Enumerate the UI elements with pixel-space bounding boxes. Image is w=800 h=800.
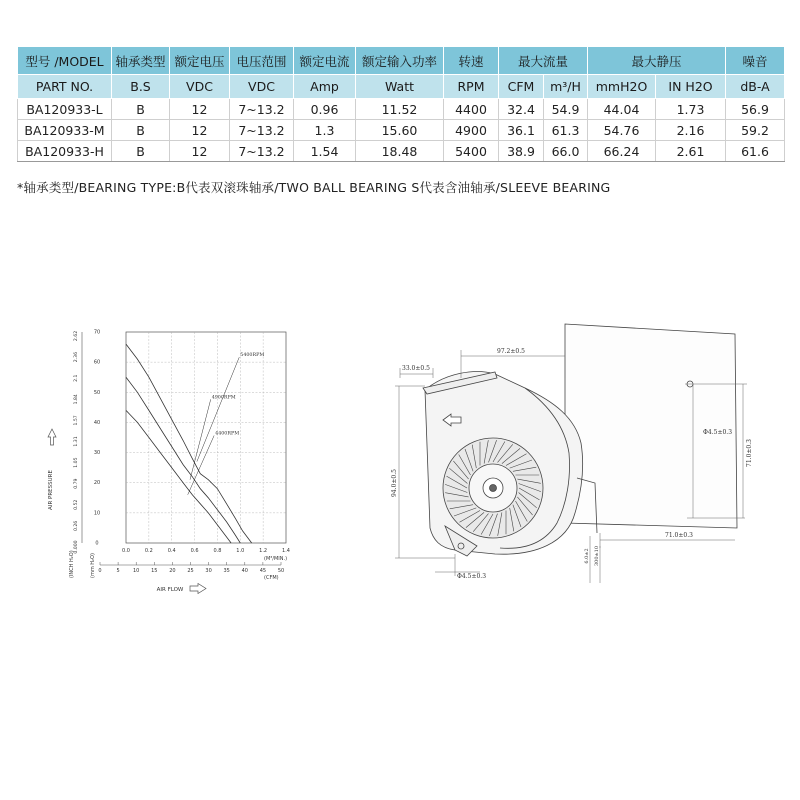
table-cell: 61.3 xyxy=(544,120,588,141)
header-cell: 额定电流 xyxy=(294,47,356,75)
header-cell: 型号 /MODEL xyxy=(18,47,112,75)
table-cell: B xyxy=(112,120,170,141)
table-cell: 12 xyxy=(170,141,230,162)
table-cell: BA120933-L xyxy=(18,99,112,120)
x-tick-m3: 1.2 xyxy=(259,548,268,554)
x-tick-m3: 0.6 xyxy=(190,548,199,554)
performance-curve-chart xyxy=(30,325,300,600)
spec-table xyxy=(17,46,785,162)
x-tick-m3: 0.2 xyxy=(144,548,153,554)
table-row xyxy=(18,141,785,162)
table-cell: 32.4 xyxy=(499,99,544,120)
dim-top-left: 33.0±0.5 xyxy=(402,365,430,372)
y-tick-inch: 2.1 xyxy=(74,374,79,382)
header-cell: 噪音 xyxy=(726,47,785,75)
impeller-shaft xyxy=(490,485,497,492)
y-tick-mm: 40 xyxy=(93,419,101,426)
plot-frame xyxy=(126,332,286,543)
x-tick-m3: 1.0 xyxy=(236,548,245,554)
y-unit-inch: (INCH H₂O) xyxy=(69,550,75,578)
header-cell: 电压范围 xyxy=(230,47,294,75)
curve-label: 4400RPM xyxy=(215,431,240,437)
table-cell: 12 xyxy=(170,99,230,120)
dim-right: 71.0±0.3 xyxy=(746,439,753,467)
table-cell: 36.1 xyxy=(499,120,544,141)
chart-curves xyxy=(126,344,264,543)
bearing-footnote: *轴承类型/BEARING TYPE:B代表双滚珠轴承/TWO BALL BEARING S代表含油轴承/SLEEVE BEARING xyxy=(17,180,611,195)
x-tick-cfm: 10 xyxy=(133,568,140,574)
dim-small-b: 300±10 xyxy=(594,545,600,567)
header-row-1 xyxy=(18,47,785,75)
header-cell: 转速 xyxy=(444,47,499,75)
subheader-cell: VDC xyxy=(230,75,294,99)
y-unit-mm: (mm H₂O) xyxy=(90,553,96,578)
curve-label-leader xyxy=(190,399,211,479)
subheader-cell: m³/H xyxy=(544,75,588,99)
table-cell: 7~13.2 xyxy=(230,120,294,141)
chart-grid xyxy=(126,332,286,543)
x-tick-cfm: 5 xyxy=(116,568,120,574)
header-cell: 额定电压 xyxy=(170,47,230,75)
x-tick-m3: 0.4 xyxy=(167,548,176,554)
y-tick-inch: 1.05 xyxy=(74,457,79,468)
x-tick-m3: 0.0 xyxy=(122,548,130,554)
y-tick-inch: 1.31 xyxy=(74,436,79,447)
table-cell: 7~13.2 xyxy=(230,141,294,162)
table-row xyxy=(18,120,785,141)
table-cell: BA120933-M xyxy=(18,120,112,141)
subheader-cell: VDC xyxy=(170,75,230,99)
table-cell: 59.2 xyxy=(726,120,785,141)
y-tick-mm: 70 xyxy=(93,329,101,336)
y-tick-mm: 50 xyxy=(93,389,101,396)
table-cell: 18.48 xyxy=(356,141,444,162)
x-tick-cfm: 45 xyxy=(259,568,267,574)
curve-label-leader xyxy=(197,357,239,462)
y-tick-mm: 10 xyxy=(93,510,101,517)
header-cell: 最大静压 xyxy=(588,47,726,75)
x-tick-cfm: 25 xyxy=(187,568,194,574)
subheader-cell: IN H2O xyxy=(656,75,726,99)
subheader-cell: B.S xyxy=(112,75,170,99)
table-cell: 1.73 xyxy=(656,99,726,120)
dim-hole-right: Φ4.5±0.3 xyxy=(703,429,733,436)
curve-label: 4900RPM xyxy=(211,395,236,401)
x-tick-cfm: 20 xyxy=(169,568,176,574)
table-cell: BA120933-H xyxy=(18,141,112,162)
x-tick-cfm: 35 xyxy=(223,568,230,574)
y-tick-inch: 0.79 xyxy=(74,478,79,489)
y-tick-inch: 0.26 xyxy=(74,520,79,532)
table-cell: B xyxy=(112,99,170,120)
header-cell: 额定输入功率 xyxy=(356,47,444,75)
x-axis-label: AIR FLOW xyxy=(156,587,184,593)
subheader-cell: CFM xyxy=(499,75,544,99)
chart-labels xyxy=(48,429,287,594)
table-cell: 56.9 xyxy=(726,99,785,120)
table-cell: 5400 xyxy=(444,141,499,162)
table-cell: 66.0 xyxy=(544,141,588,162)
y-tick-inch: 2.62 xyxy=(74,330,79,342)
y-tick-inch: 1.84 xyxy=(74,394,79,405)
table-cell: 1.54 xyxy=(294,141,356,162)
y-tick-mm: 30 xyxy=(93,450,101,457)
dim-hole-bottom: Φ4.5±0.3 xyxy=(457,573,487,580)
x-tick-cfm: 50 xyxy=(277,568,285,574)
x-tick-cfm: 15 xyxy=(151,568,158,574)
x-axis-arrow-icon xyxy=(190,584,206,594)
table-cell: 7~13.2 xyxy=(230,99,294,120)
subheader-cell: Amp xyxy=(294,75,356,99)
table-cell: 0.96 xyxy=(294,99,356,120)
curve-label: 5400RPM xyxy=(240,353,265,359)
curve-label-leader xyxy=(188,435,214,494)
y-tick-mm: 20 xyxy=(93,480,101,487)
y-axis-label: AIR PRESSURE xyxy=(48,470,54,510)
x-tick-cfm: 30 xyxy=(205,568,212,574)
y-tick-inch: 1.57 xyxy=(74,415,79,426)
table-cell: 12 xyxy=(170,120,230,141)
subheader-cell: dB-A xyxy=(726,75,785,99)
table-cell: 15.60 xyxy=(356,120,444,141)
y-tick-inch: 0.52 xyxy=(74,499,79,510)
subheader-cell: PART NO. xyxy=(18,75,112,99)
dim-bottom: 71.0±0.3 xyxy=(665,532,693,539)
subheader-cell: Watt xyxy=(356,75,444,99)
y-axis-arrow-icon xyxy=(48,429,56,445)
mounting-plate xyxy=(565,324,737,528)
table-cell: 1.3 xyxy=(294,120,356,141)
table-cell: 38.9 xyxy=(499,141,544,162)
table-body xyxy=(18,99,785,162)
chart-ticks xyxy=(73,330,290,575)
table-cell: 54.76 xyxy=(588,120,656,141)
table-cell: 54.9 xyxy=(544,99,588,120)
table-cell: 66.24 xyxy=(588,141,656,162)
table-cell: 2.16 xyxy=(656,120,726,141)
x-unit-m3: (M³/MIN.) xyxy=(264,556,288,562)
header-row-2 xyxy=(18,75,785,99)
table-cell: 11.52 xyxy=(356,99,444,120)
table-cell: B xyxy=(112,141,170,162)
dim-left: 94.0±0.5 xyxy=(391,469,398,497)
y-tick-mm: 60 xyxy=(93,359,101,366)
dim-small-a: 6.0±2 xyxy=(584,548,590,564)
subheader-cell: mmH2O xyxy=(588,75,656,99)
dim-top: 97.2±0.5 xyxy=(497,348,525,355)
table-cell: 2.61 xyxy=(656,141,726,162)
table-row xyxy=(18,99,785,120)
table-cell: 61.6 xyxy=(726,141,785,162)
header-cell: 最大流量 xyxy=(499,47,588,75)
x-unit-cfm: (CFM) xyxy=(264,575,279,581)
y-tick-inch: 2.36 xyxy=(74,351,79,363)
x-tick-cfm: 40 xyxy=(241,568,248,574)
table-cell: 4900 xyxy=(444,120,499,141)
table-cell: 44.04 xyxy=(588,99,656,120)
y-tick-inch: 0.000 xyxy=(74,540,79,554)
dimension-drawing xyxy=(385,318,780,593)
curve-4400RPM xyxy=(126,410,231,543)
x-tick-cfm: 0 xyxy=(98,568,102,574)
curve-5400RPM xyxy=(126,344,252,543)
y-tick-mm: 0 xyxy=(95,540,99,547)
x-tick-m3: 1.4 xyxy=(282,548,290,554)
curve-4900RPM xyxy=(126,377,240,543)
subheader-cell: RPM xyxy=(444,75,499,99)
x-tick-m3: 0.8 xyxy=(213,548,222,554)
header-cell: 轴承类型 xyxy=(112,47,170,75)
table-cell: 4400 xyxy=(444,99,499,120)
